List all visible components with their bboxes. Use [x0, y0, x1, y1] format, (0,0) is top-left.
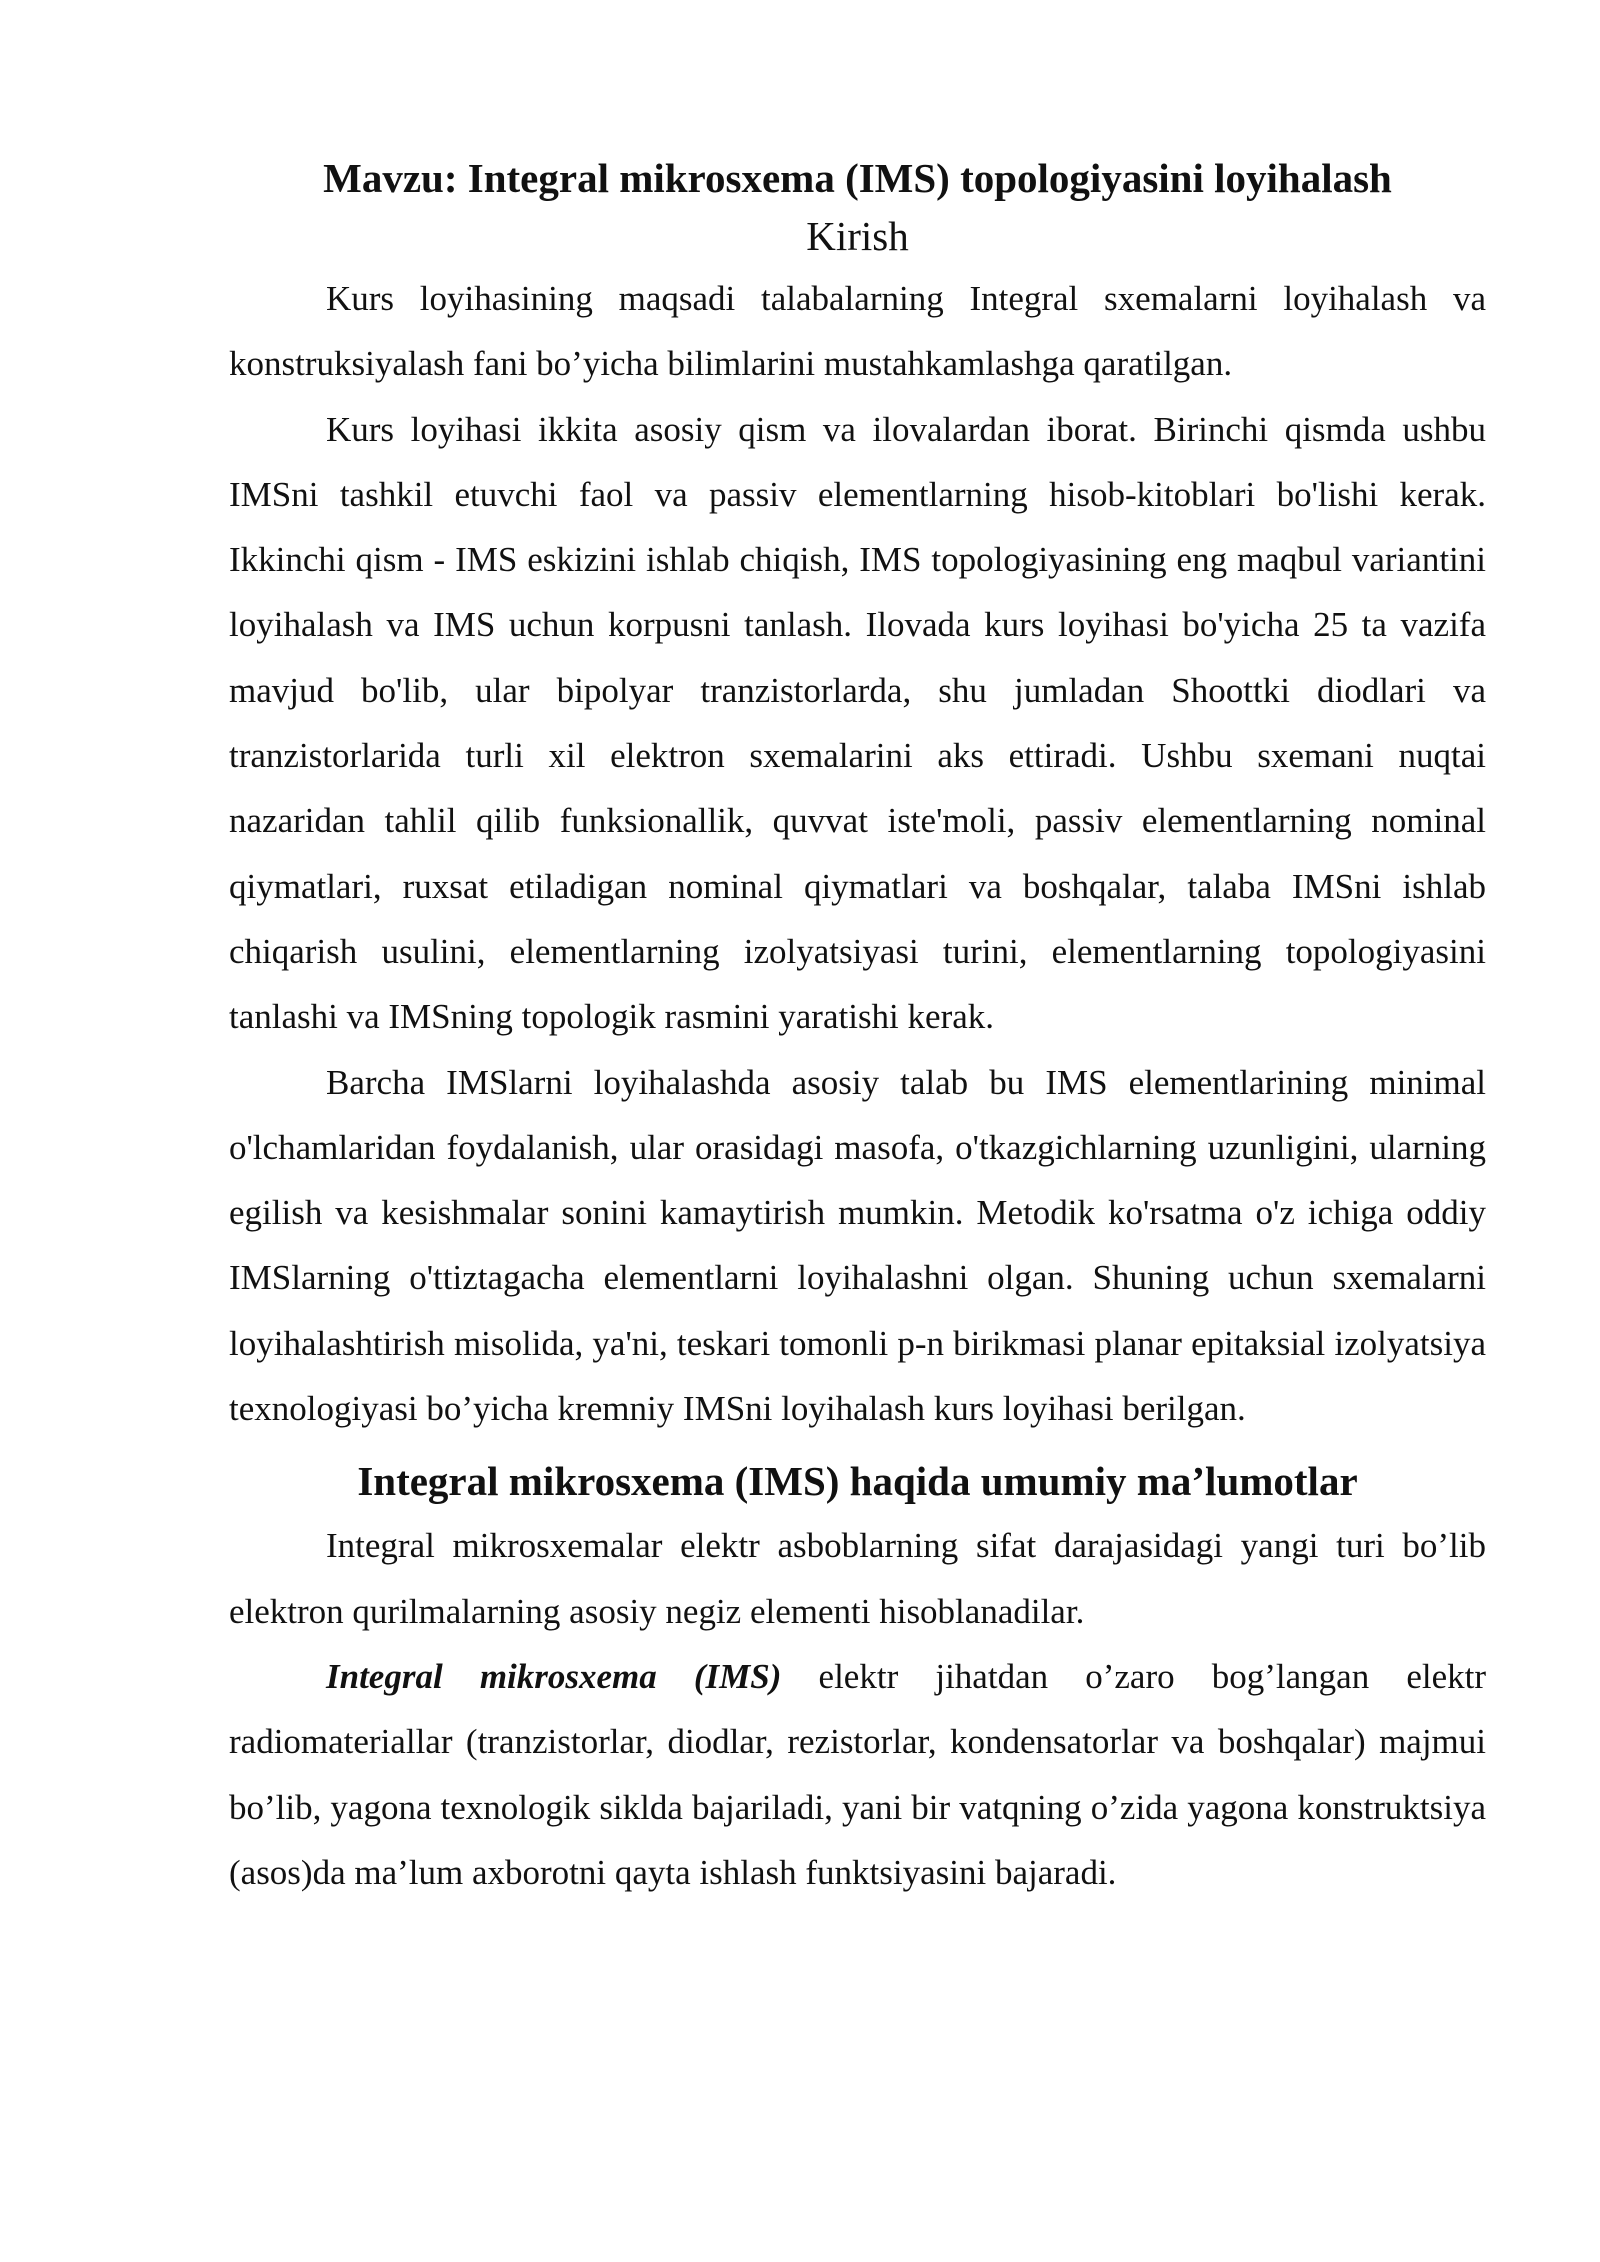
intro-paragraph: Kurs loyihasining maqsadi talabalarning Integral sxemalarni loyihalash va konstruksiyalash fani bo’yicha bilimlarini mustahkamlashga qaratilgan.	[229, 279, 1486, 384]
document-page	[229, 150, 1486, 1905]
definition-paragraph	[229, 1644, 1486, 1905]
definition-term: Integral mikrosxema (IMS)	[326, 1656, 782, 1696]
intro-paragraph: Kurs loyihasi ikkita asosiy qism va ilovalardan iborat. Birinchi qismda ushbu IMSni tashkil etuvchi faol va passiv elementlarning hisob-kitoblari bo'lishi kerak. Ikkinchi qism - IMS eskizini ishlab chiqish, IMS topologiyasining eng maqbul variantini loyihalash va IMS uchun korpusni tanlash. Ilovada kurs loyihasi bo'yicha 25 ta vazifa mavjud bo'lib, ular bipolyar tranzistorlarda, shu jumladan Shoottki diodlari va tranzistorlarida turli xil elektron sxemalarini aks ettiradi. Ushbu sxemani nuqtai nazaridan tahlil qilib funksionallik, quvvat iste'moli, passiv elementlarning nominal qiymatlari, ruxsat etiladigan nominal qiymatlari va boshqalar, talaba IMSni ishlab chiqarish usulini, elementlarning izolyatsiyasi turini, elementlarning topologiyasini tanlashi va IMSning topologik rasmini yaratishi kerak.	[229, 409, 1486, 1037]
document-title: Mavzu: Integral mikrosxema (IMS) topologiyasini loyihalash	[323, 155, 1392, 201]
definition-text: elektr jihatdan o’zaro bog’langan elektr radiomateriallar (tranzistorlar, diodlar, rezistorlar, kondensatorlar va boshqalar) majmui bo’lib, yagona texnologik siklda bajariladi, yani bir vatqning o’zida yagona konstruktsiya (asos)da ma’lum axborotni qayta ishlash funktsiyasini bajaradi.	[229, 1656, 1486, 1892]
section-heading: Integral mikrosxema (IMS) haqida umumiy ma’lumotlar	[357, 1458, 1358, 1505]
section-paragraph: Integral mikrosxemalar elektr asboblarning sifat darajasidagi yangi turi bo’lib elektron qurilmalarning asosiy negiz elementi hisoblanadilar.	[229, 1526, 1486, 1631]
intro-paragraph: Barcha IMSlarni loyihalashda asosiy talab bu IMS elementlarining minimal o'lchamlaridan foydalanish, ular orasidagi masofa, o'tkazgichlarning uzunligini, ularning egilish va kesishmalar sonini kamaytirish mumkin. Metodik ko'rsatma o'z ichiga oddiy IMSlarning o'ttiztagacha elementlarni loyihalashni olgan. Shuning uchun sxemalarni loyihalashtirish misolida, ya'ni, teskari tomonli p-n birikmasi planar epitaksial izolyatsiya texnologiyasi bo’yicha kremniy IMSni loyihalash kurs loyihasi berilgan.	[229, 1062, 1486, 1429]
section-title-kirish: Kirish	[806, 213, 909, 259]
